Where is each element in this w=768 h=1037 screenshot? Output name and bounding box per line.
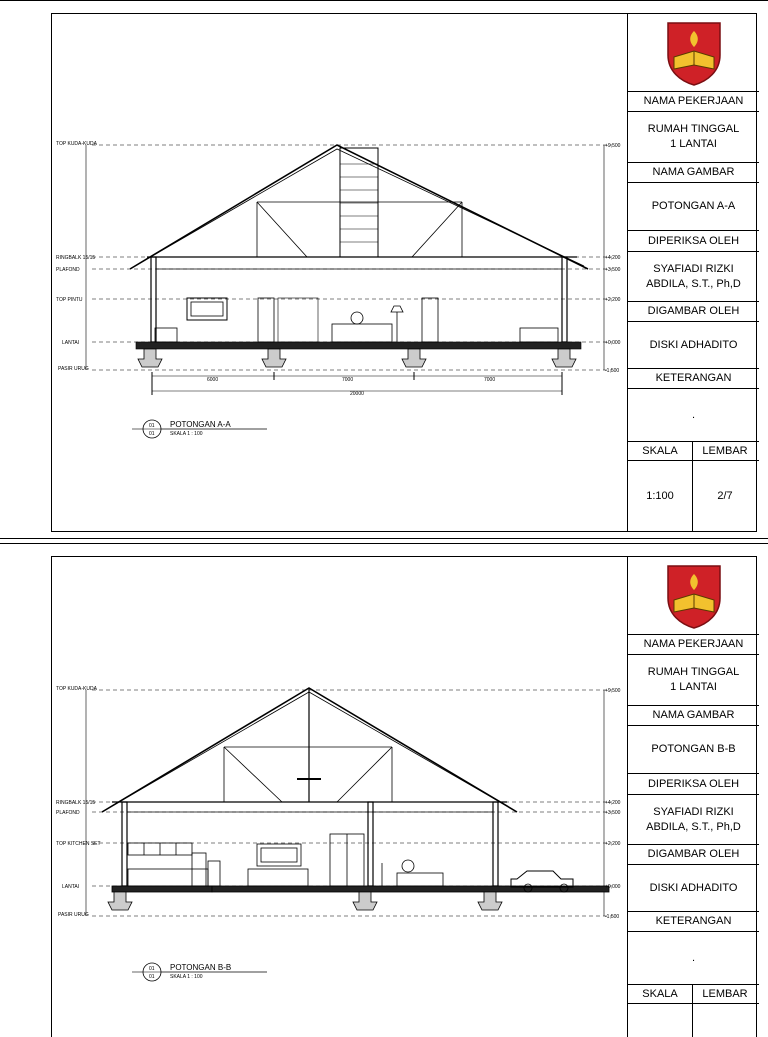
checked-label-text-2: DIPERIKSA OLEH (647, 777, 740, 790)
checked-line2: ABDILA, S.T., Ph,D (646, 277, 741, 290)
title-block (627, 14, 757, 531)
level-label-pasir: PASIR URUG (58, 366, 89, 372)
dim-2: 7000 (342, 377, 354, 383)
drawing-label (628, 163, 759, 183)
notes-label-2 (628, 912, 759, 932)
checked-value-2 (628, 795, 759, 845)
checked-line1-2: SYAFIADI RIZKI (653, 805, 734, 818)
bubble-top-2: 01 (149, 966, 155, 972)
checked-label (628, 231, 759, 252)
section-b-b-drawing (52, 557, 627, 1027)
level-label-ringbalk-2: RINGBALK 15/15 (56, 800, 96, 806)
elev-lantai: +0,000 (605, 340, 621, 346)
checked-line1: SYAFIADI RIZKI (653, 262, 734, 275)
scale-sheet-header-2 (628, 985, 759, 1004)
dim-3: 7000 (484, 377, 496, 383)
level-label-top: TOP KUDA-KUDA (56, 141, 97, 147)
section-title-2: POTONGAN B-B (170, 963, 232, 972)
drawn-value-2 (628, 865, 759, 912)
sheet-value: 2/7 (717, 489, 733, 502)
notes-label (628, 369, 759, 389)
section-scale: SKALA 1 : 100 (170, 431, 203, 437)
drawing-frame-2 (51, 556, 757, 1037)
checked-label-text: DIPERIKSA OLEH (647, 234, 740, 247)
checked-value (628, 252, 759, 302)
logo-cell (628, 14, 759, 92)
drawn-name-2: DISKI ADHADITO (649, 881, 738, 894)
elev-kitchen-2: +2,200 (605, 841, 621, 847)
dim-total: 20000 (350, 391, 364, 397)
project-line2-2: 1 LANTAI (670, 681, 717, 693)
scale-divider-4 (692, 1004, 693, 1037)
scale-sheet-values-2 (628, 1004, 759, 1037)
project-label-2 (628, 634, 759, 655)
drawing-frame (51, 13, 757, 532)
notes-value-text: . (691, 408, 696, 421)
section-a-a-drawing (52, 14, 627, 531)
level-label-ringbalk: RINGBALK 15/15 (56, 255, 96, 261)
notes-label-text-2: KETERANGAN (655, 915, 732, 927)
school-logo-icon (664, 19, 724, 87)
sheet-potongan-b-b (0, 543, 768, 1034)
drawn-label-text-2: DIGAMBAR OLEH (647, 848, 740, 860)
level-label-pintu: TOP PINTU (56, 297, 83, 303)
section-title: POTONGAN A-A (170, 420, 231, 429)
elev-lantai-2: +0,000 (605, 884, 621, 890)
drawing-name-2: POTONGAN B-B (651, 743, 736, 755)
school-logo-icon (664, 562, 724, 630)
title-block-2 (627, 557, 757, 1037)
drawing-label-text: NAMA GAMBAR (652, 166, 735, 178)
scale-value: 1:100 (646, 489, 674, 502)
scale-sheet-values (628, 461, 759, 531)
drawing-name: POTONGAN A-A (651, 200, 736, 212)
project-line2: 1 LANTAI (670, 138, 717, 150)
elev-top: +9,500 (605, 143, 621, 149)
sheet-label-2: LEMBAR (702, 987, 748, 1000)
elev-pasir-2: -1,500 (605, 914, 620, 920)
level-label-lantai-2: LANTAI (62, 884, 80, 890)
elev-plafond: +3,500 (605, 267, 621, 273)
bubble-bottom: 01 (149, 431, 155, 437)
elev-pintu: +2,200 (605, 297, 621, 303)
elev-plafond-2: +3,500 (605, 810, 621, 816)
level-label-pasir-2: PASIR URUG (58, 912, 89, 918)
bubble-bottom-2: 01 (149, 974, 155, 980)
elev-ringbalk-2: +4,200 (605, 800, 621, 806)
drawing-value (628, 183, 759, 231)
elev-top-2: +9,500 (605, 688, 621, 694)
dim-1: 6000 (207, 377, 219, 383)
project-label (628, 91, 759, 112)
notes-value (628, 389, 759, 442)
elev-pasir: -1,500 (605, 368, 620, 374)
drawn-value (628, 322, 759, 369)
drawn-name: DISKI ADHADITO (649, 338, 738, 351)
notes-value-2 (628, 932, 759, 985)
level-label-kitchen-2: TOP KITCHEN SET (56, 841, 101, 847)
project-line1: RUMAH TINGGAL (647, 123, 740, 135)
drawn-label (628, 302, 759, 322)
scale-label: SKALA (642, 444, 678, 457)
project-value-2 (628, 655, 759, 706)
drawing-label-text-2: NAMA GAMBAR (652, 709, 735, 721)
section-scale-2: SKALA 1 : 100 (170, 974, 203, 980)
project-value (628, 112, 759, 163)
drawing-label-2 (628, 706, 759, 726)
level-label-lantai: LANTAI (62, 340, 80, 346)
drawn-label-2 (628, 845, 759, 865)
project-label-text: NAMA PEKERJAAN (643, 94, 744, 107)
drawn-label-text: DIGAMBAR OLEH (647, 305, 740, 317)
notes-value-text-2: . (691, 951, 696, 964)
checked-label-2 (628, 774, 759, 795)
notes-label-text: KETERANGAN (655, 372, 732, 384)
drawing-value-2 (628, 726, 759, 774)
sheet-label: LEMBAR (702, 444, 748, 457)
logo-cell-2 (628, 557, 759, 635)
level-label-top-2: TOP KUDA-KUDA (56, 686, 97, 692)
elev-ringbalk: +4,200 (605, 255, 621, 261)
level-label-plafond-2: PLAFOND (56, 810, 80, 816)
scale-label-2: SKALA (642, 987, 678, 1000)
bubble-top: 01 (149, 423, 155, 429)
project-label-text-2: NAMA PEKERJAAN (643, 637, 744, 650)
project-line1-2: RUMAH TINGGAL (647, 666, 740, 678)
level-label-plafond: PLAFOND (56, 267, 80, 273)
scale-sheet-header (628, 442, 759, 461)
checked-line2-2: ABDILA, S.T., Ph,D (646, 820, 741, 833)
